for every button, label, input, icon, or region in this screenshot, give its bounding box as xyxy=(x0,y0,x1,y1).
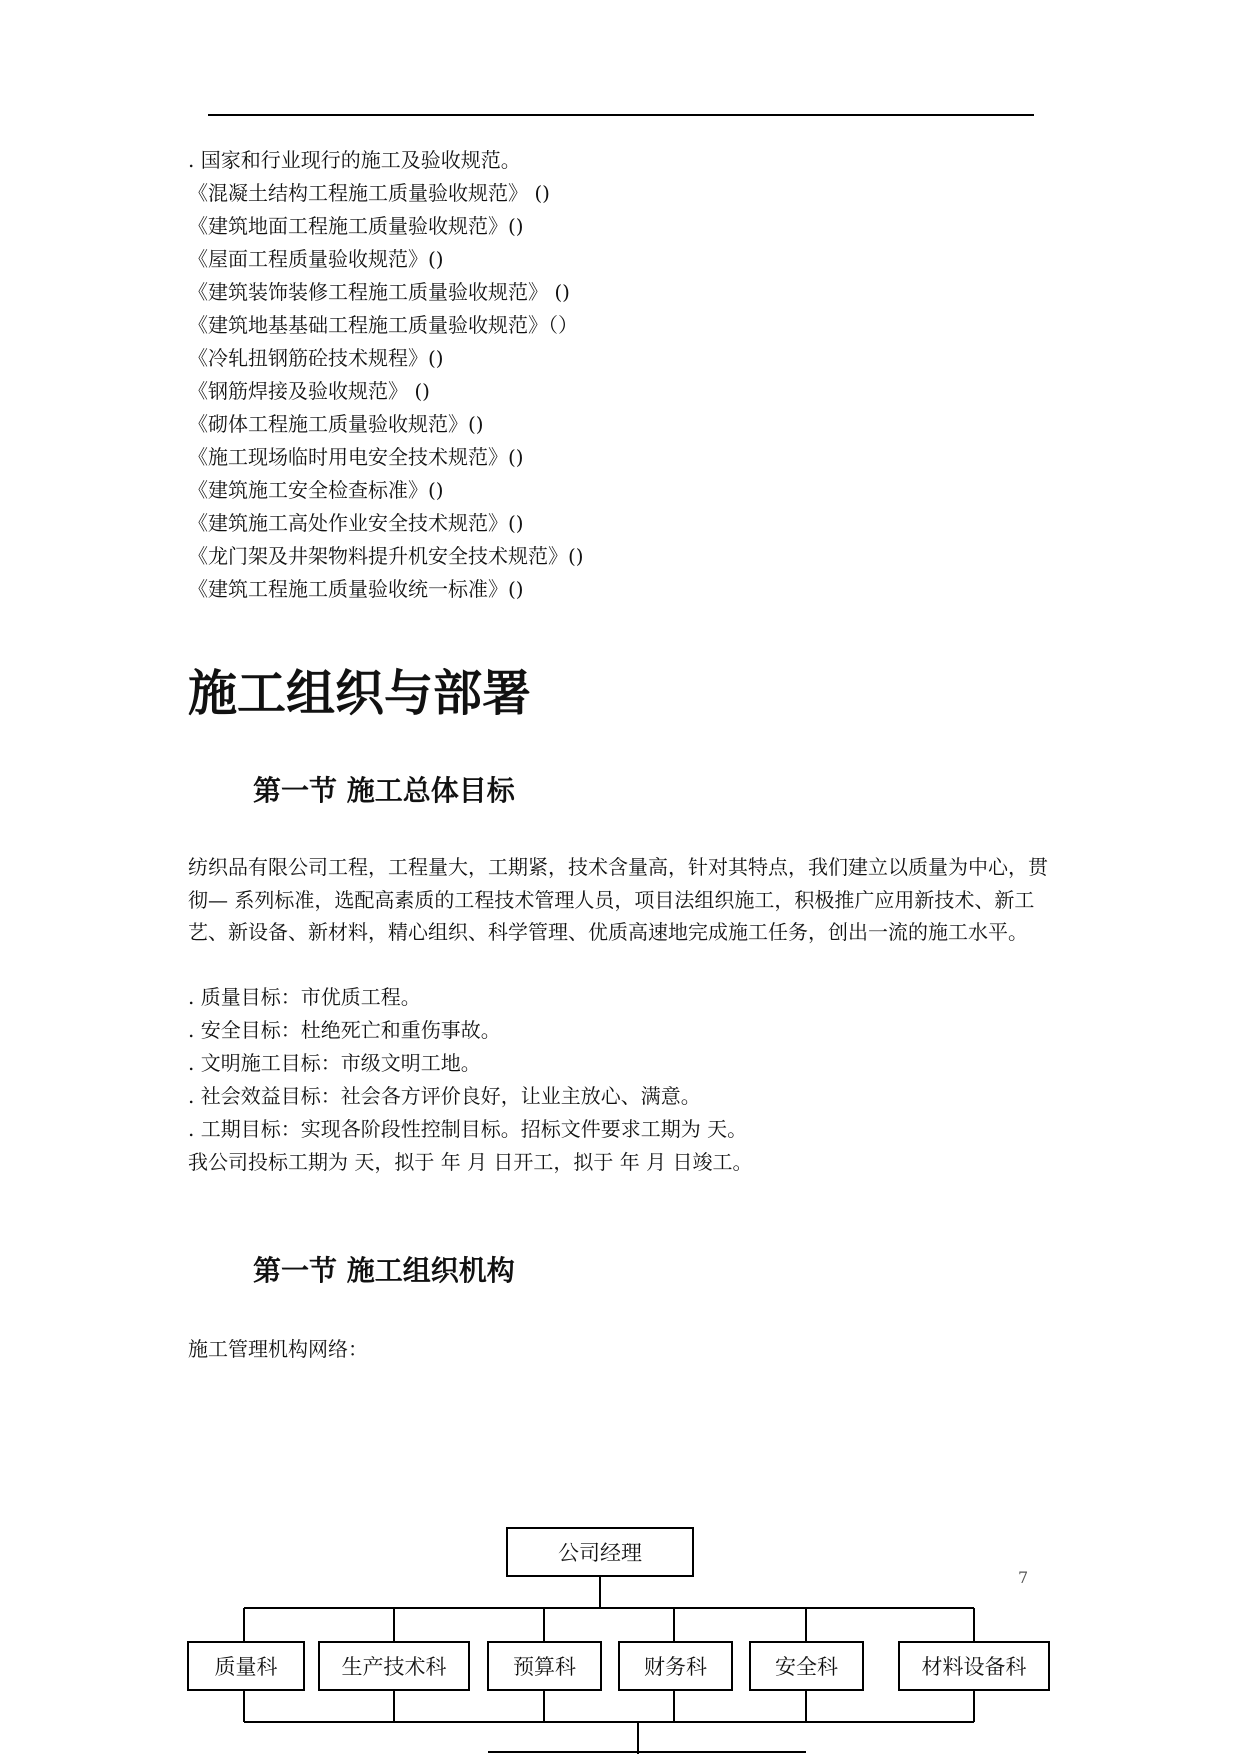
regulation-item: 《建筑地基基础工程施工质量验收规范》（） xyxy=(188,313,578,337)
page-number: 7 xyxy=(1018,1568,1029,1587)
section-paragraph: 纺织品有限公司工程，工程量大，工期紧，技术含量高，针对其特点，我们建立以质量为中心，贯彻— 系列标准，选配高素质的工程技术管理人员，项目法组织施工，积极推广应用新技术、新工艺、新设备、新材料，精心组织、科学管理、优质高速地完成施工任务，创出一流的施工水平。 xyxy=(188,855,1048,944)
regulation-item: 《建筑工程施工质量验收统一标准》() xyxy=(188,577,524,601)
regulation-item: 《建筑施工安全检查标准》() xyxy=(188,478,444,502)
regulation-item: 《建筑施工高处作业安全技术规范》() xyxy=(188,511,524,535)
regulation-item: 《屋面工程质量验收规范》() xyxy=(188,247,444,271)
chapter-title: 施工组织与部署 xyxy=(188,665,532,722)
org-node-department: 质量科 xyxy=(187,1641,305,1691)
regulation-item: 《混凝土结构工程施工质量验收规范》 () xyxy=(188,181,550,205)
org-caption: 施工管理机构网络： xyxy=(188,1337,368,1361)
goal-item: . 安全目标：杜绝死亡和重伤事故。 xyxy=(188,1018,501,1042)
regulation-item: 《施工现场临时用电安全技术规范》() xyxy=(188,445,524,469)
regulation-item: 《砌体工程施工质量验收规范》() xyxy=(188,412,484,436)
org-node-root: 公司经理 xyxy=(506,1527,694,1577)
regulation-item: 《钢筋焊接及验收规范》 () xyxy=(188,379,430,403)
regulation-item: 《建筑地面工程施工质量验收规范》() xyxy=(188,214,524,238)
org-node-department: 预算科 xyxy=(487,1641,602,1691)
goal-item: . 工期目标：实现各阶段性控制目标。招标文件要求工期为 天。 xyxy=(188,1117,748,1141)
section-title: 第一节 施工总体目标 xyxy=(253,774,515,807)
section-title: 第一节 施工组织机构 xyxy=(253,1254,515,1287)
regulations-intro: . 国家和行业现行的施工及验收规范。 xyxy=(188,148,521,172)
org-node-department: 安全科 xyxy=(749,1641,864,1691)
org-node-department: 财务科 xyxy=(618,1641,733,1691)
org-node-department: 材料设备科 xyxy=(898,1641,1050,1691)
goal-item: 我公司投标工期为 天，拟于 年 月 日开工，拟于 年 月 日竣工。 xyxy=(188,1150,753,1174)
goal-item: . 社会效益目标：社会各方评价良好，让业主放心、满意。 xyxy=(188,1084,701,1108)
goal-item: . 文明施工目标：市级文明工地。 xyxy=(188,1051,481,1075)
org-node-department: 生产技术科 xyxy=(318,1641,470,1691)
goal-item: . 质量目标：市优质工程。 xyxy=(188,985,421,1009)
regulation-item: 《冷轧扭钢筋砼技术规程》() xyxy=(188,346,444,370)
regulation-item: 《建筑装饰装修工程施工质量验收规范》 () xyxy=(188,280,570,304)
regulation-item: 《龙门架及井架物料提升机安全技术规范》() xyxy=(188,544,584,568)
